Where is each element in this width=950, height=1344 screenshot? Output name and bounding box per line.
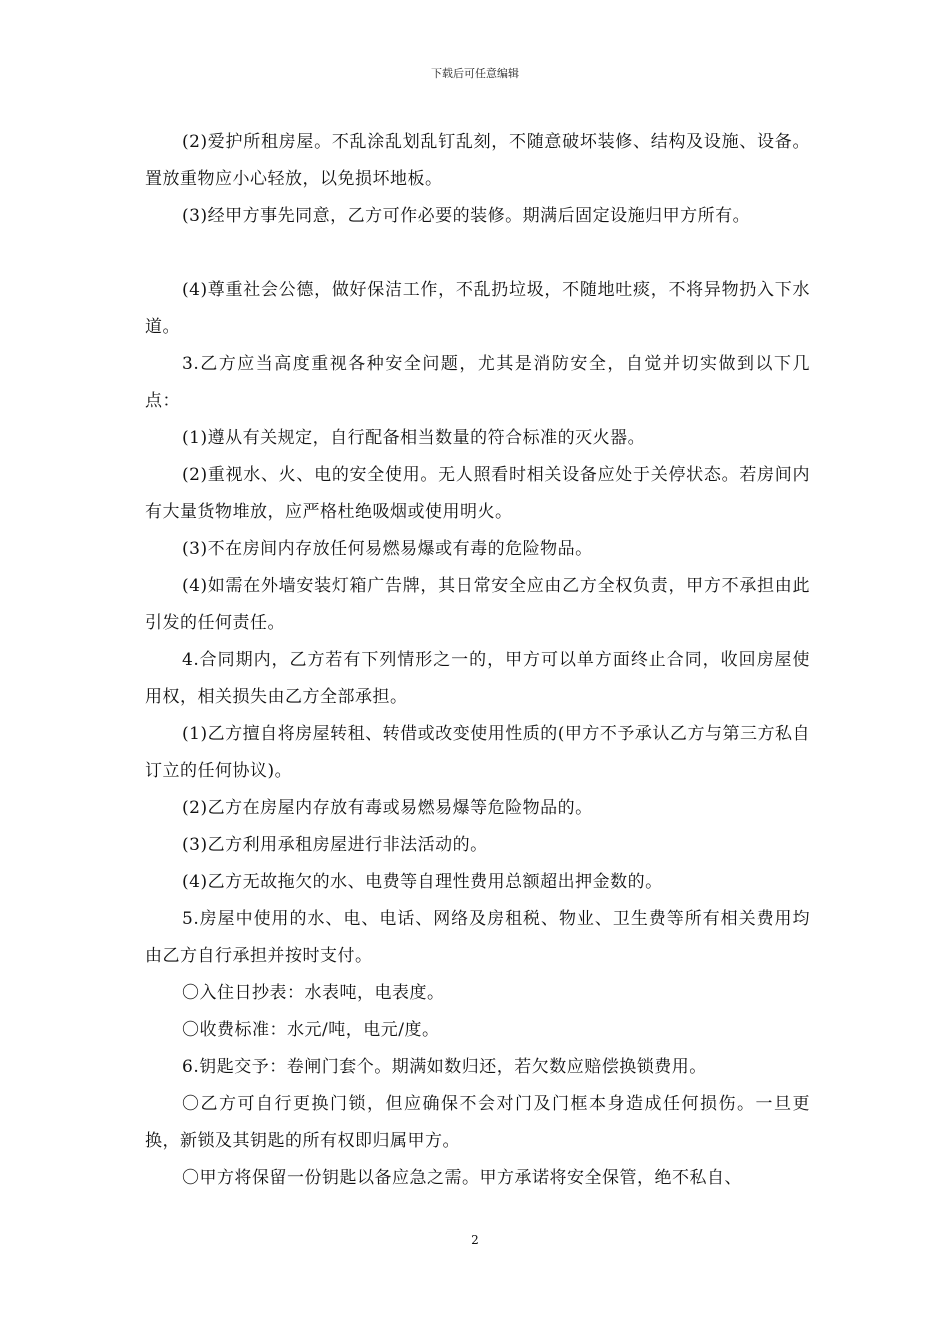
paragraph-4-2: (2)乙方在房屋内存放有毒或易燃易爆等危险物品的。 xyxy=(182,798,593,818)
paragraph-6: 6.钥匙交予：卷闸门套个。期满如数归还，若欠数应赔偿换锁费用。 xyxy=(182,1057,707,1077)
paragraph-2-2: (2)爱护所租房屋。不乱涂乱划乱钉乱刻，不随意破坏装修、结构及设施、设备。置放重物应小心轻放，以免损坏地板。 xyxy=(145,132,810,189)
paragraph-3-2: (2)重视水、火、电的安全使用。无人照看时相关设备应处于关停状态。若房间内有大量货物堆放，应严格杜绝吸烟或使用明火。 xyxy=(145,465,810,522)
paragraph-5: 5.房屋中使用的水、电、电话、网络及房租税、物业、卫生费等所有相关费用均由乙方自行承担并按时支付。 xyxy=(145,909,810,966)
paragraph-4-4: (4)乙方无故拖欠的水、电费等自理性费用总额超出押金数的。 xyxy=(182,872,663,892)
paragraph-4-1: (1)乙方擅自将房屋转租、转借或改变使用性质的(甲方不予承认乙方与第三方私自订立的任何协议)。 xyxy=(145,724,810,781)
page-number: 2 xyxy=(471,1233,479,1247)
paragraph-2-3: (3)经甲方事先同意，乙方可作必要的装修。期满后固定设施归甲方所有。 xyxy=(182,206,751,226)
paragraph-4-3: (3)乙方利用承租房屋进行非法活动的。 xyxy=(182,835,488,855)
paragraph-4: 4.合同期内，乙方若有下列情形之一的，甲方可以单方面终止合同，收回房屋使用权，相关损失由乙方全部承担。 xyxy=(145,650,810,707)
document-body xyxy=(145,124,810,1197)
page-header: 下载后可任意编辑 xyxy=(431,67,519,80)
paragraph-3-4: (4)如需在外墙安装灯箱广告牌，其日常安全应由乙方全权负责，甲方不承担由此引发的任何责任。 xyxy=(145,576,810,633)
paragraph-3: 3.乙方应当高度重视各种安全问题，尤其是消防安全，自觉并切实做到以下几点： xyxy=(145,354,810,411)
meter-reading: 〇入住日抄表：水表吨，电表度。 xyxy=(182,983,445,1003)
spare-key-clause: 〇甲方将保留一份钥匙以备应急之需。甲方承诺将安全保管，绝不私自、 xyxy=(182,1168,742,1188)
fee-standard: 〇收费标准：水元/吨，电元/度。 xyxy=(182,1020,440,1040)
paragraph-3-1: (1)遵从有关规定，自行配备相当数量的符合标准的灭火器。 xyxy=(182,428,646,448)
lock-change-clause: 〇乙方可自行更换门锁，但应确保不会对门及门框本身造成任何损伤。一旦更换，新锁及其钥匙的所有权即归属甲方。 xyxy=(145,1094,810,1151)
paragraph-gap xyxy=(145,235,810,272)
paragraph-3-3: (3)不在房间内存放任何易燃易爆或有毒的危险物品。 xyxy=(182,539,593,559)
paragraph-2-4: (4)尊重社会公德，做好保洁工作，不乱扔垃圾，不随地吐痰，不将异物扔入下水道。 xyxy=(145,280,810,337)
